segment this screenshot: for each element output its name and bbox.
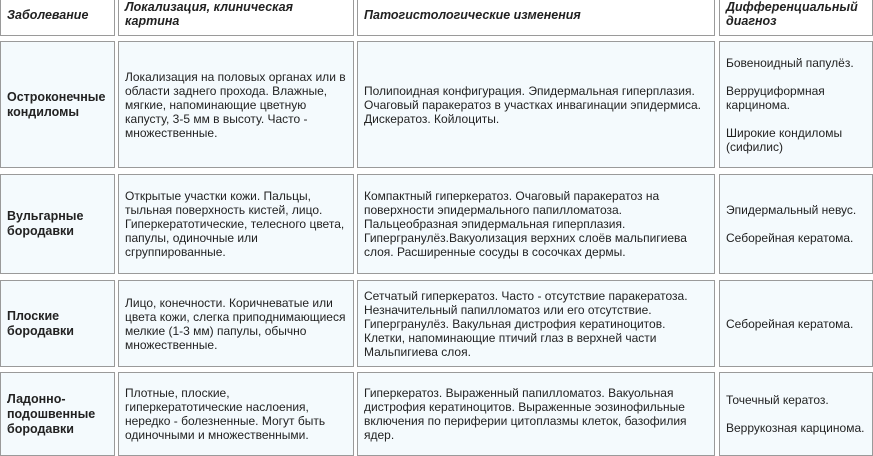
row-1-pathology: Полипоидная конфигурация. Эпидермальная гиперплазия. Очаговый паракератоз в участках инвагинации эпидермиса. Дискератоз. Койлоциты.	[357, 41, 715, 168]
header-disease: Заболевание	[0, 0, 115, 36]
header-differential: Дифференциальный диагноз	[719, 0, 873, 36]
differential-list	[726, 393, 864, 435]
differential-item: Веррукозная карцинома.	[726, 421, 865, 435]
row-4-localization: Плотные, плоские, гиперкератотические наслоения, нередко - болезненные. Могут быть одиночными и множественными.	[118, 372, 354, 456]
row-2-disease: Вульгарные бородавки	[0, 174, 115, 274]
row-1-disease: Остроконечные кондиломы	[0, 41, 115, 168]
row-3-pathology: Сетчатый гиперкератоз. Часто - отсутствие паракератоза. Незначительный папилломатоз или его отсутствие. Гипергранулёз. Вакульная дистрофия кератиноцитов. Клетки, напоминающие птичий глаз в верхней части Мальпигиева слоя.	[357, 280, 715, 367]
header-pathology: Патогистологические изменения	[357, 0, 715, 36]
differential-item: Себорейная кератома.	[726, 231, 854, 245]
row-2-differential	[719, 174, 873, 274]
differential-item: Широкие кондиломы (сифилис)	[726, 125, 843, 154]
row-2-pathology: Компактный гиперкератоз. Очаговый паракератоз на поверхности эпидермального папилломатоза. Пальцеобразная эпидермальная гиперплазия. Гипергранулёз.Вакуолизация верхних слоёв мальпигиева слоя. Расширенные сосуды в сосочках дермы.	[357, 174, 715, 274]
differential-item: Бовеноидный папулёз.	[726, 55, 854, 70]
row-1-differential	[719, 41, 873, 168]
differential-item: Эпидермальный невус.	[726, 203, 857, 217]
differential-list	[726, 56, 866, 154]
row-2-localization: Открытые участки кожи. Пальцы, тыльная поверхность кистей, лицо. Гиперкератотические, телесного цвета, папулы, одиночные или сгруппированные.	[118, 174, 354, 274]
differential-item: Точечный кератоз.	[726, 393, 829, 407]
row-3-localization: Лицо, конечности. Коричневатые или цвета кожи, слегка приподнимающиеся мелкие (1-3 мм) папулы, обычно множественные.	[118, 280, 354, 367]
differential-item: Верруциформная карцинома.	[726, 83, 825, 112]
row-4-differential	[719, 372, 873, 456]
row-4-disease: Ладонно-подошвенные бородавки	[0, 372, 115, 456]
row-4-pathology: Гиперкератоз. Выраженный папилломатоз. Вакуольная дистрофия кератиноцитов. Выраженные эозинофильные включения по периферии цитоплазмы клеток, базофилия ядер.	[357, 372, 715, 456]
header-localization: Локализация, клиническая картина	[118, 0, 354, 36]
differential-list	[726, 317, 853, 331]
differential-item: Себорейная кератома.	[726, 316, 854, 331]
row-3-differential	[719, 280, 873, 367]
differential-list	[726, 203, 856, 245]
row-3-disease: Плоские бородавки	[0, 280, 115, 367]
row-1-localization: Локализация на половых органах или в области заднего прохода. Влажные, мягкие, напоминающие цветную капусту, 3-5 мм в высоту. Часто - множественные.	[118, 41, 354, 168]
